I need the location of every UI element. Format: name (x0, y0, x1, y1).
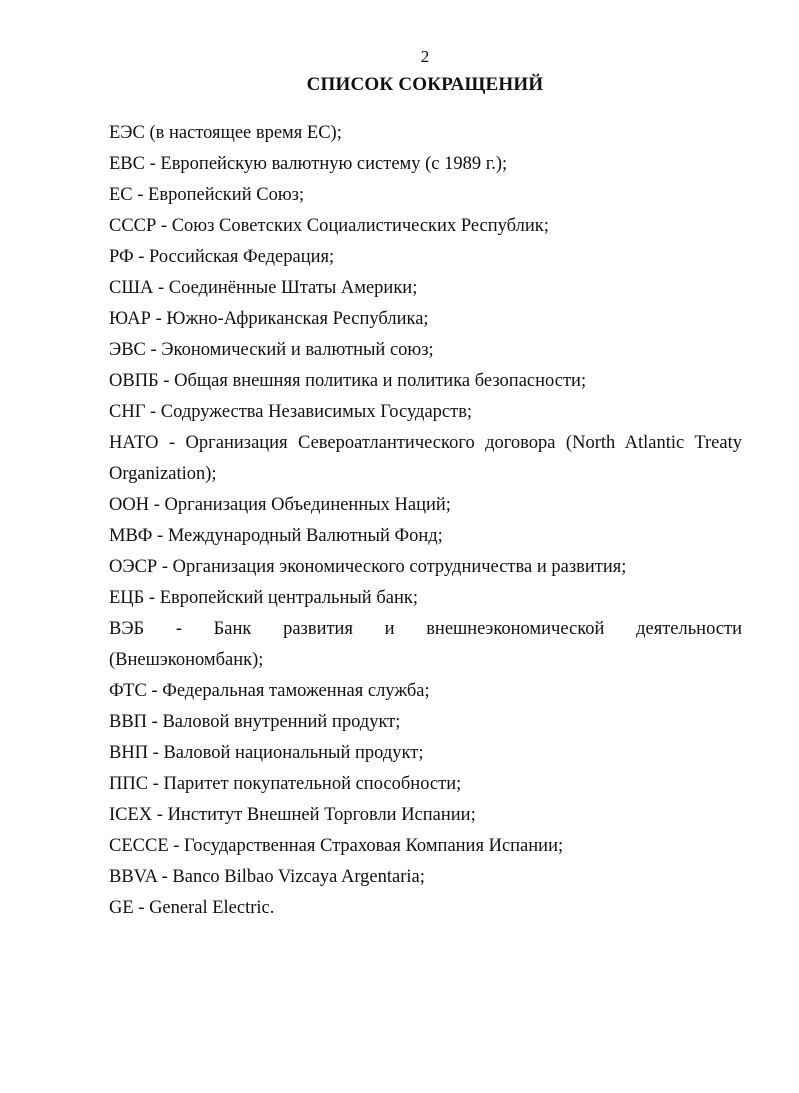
veb-word: ВЭБ (109, 619, 145, 639)
list-item: ВВП - Валовой внутренний продукт; (109, 712, 401, 732)
list-item: ICEX - Институт Внешней Торговли Испании; (109, 805, 476, 825)
veb-word: - (175, 619, 183, 639)
list-item: (Внешэкономбанк); (109, 650, 264, 670)
abbreviation-list (109, 118, 742, 924)
list-item: ОВПБ - Общая внешняя политика и политика безопасности; (109, 371, 587, 391)
page-title: СПИСОК СОКРАЩЕНИЙ (306, 74, 544, 95)
veb-word: и (384, 619, 395, 639)
list-item: CECCE - Государственная Страховая Компания Испании; (109, 836, 564, 856)
list-item: ЮАР - Южно-Африканская Республика; (109, 309, 429, 329)
list-item: GE - General Electric. (109, 898, 275, 918)
list-item: ЕЦБ - Европейский центральный банк; (109, 588, 418, 608)
list-item: МВФ - Международный Валютный Фонд; (109, 526, 443, 546)
list-item: ВНП - Валовой национальный продукт; (109, 743, 424, 763)
list-item: США - Соединённые Штаты Америки; (109, 278, 418, 298)
list-item: ЕЭС (в настоящее время ЕС); (109, 123, 342, 143)
veb-word: деятельности (636, 619, 742, 639)
list-item: ЕВС - Европейскую валютную систему (с 1989 г.); (109, 154, 508, 174)
list-item: ОЭСР - Организация экономического сотрудничества и развития; (109, 557, 627, 577)
list-item-veb (109, 614, 742, 645)
list-item: РФ - Российская Федерация; (109, 247, 335, 267)
veb-word: внешнеэкономической (426, 619, 605, 639)
list-item: BBVA - Banco Bilbao Vizcaya Argentaria; (109, 867, 425, 887)
list-item: НАТО - Организация Североатлантического договора (North Atlantic Treaty Organization); (109, 433, 742, 484)
list-item: ЭВС - Экономический и валютный союз; (109, 340, 434, 360)
list-item: ООН - Организация Объединенных Наций; (109, 495, 451, 515)
list-item: СССР - Союз Советских Социалистических Республик; (109, 216, 549, 236)
list-item: ЕС - Европейский Союз; (109, 185, 305, 205)
veb-word: Банк (213, 619, 252, 639)
list-item: СНГ - Содружества Независимых Государств; (109, 402, 473, 422)
list-item: ФТС - Федеральная таможенная служба; (109, 681, 430, 701)
page-number: 2 (420, 47, 430, 66)
veb-word: развития (283, 619, 353, 639)
list-item: ППС - Паритет покупательной способности; (109, 774, 462, 794)
